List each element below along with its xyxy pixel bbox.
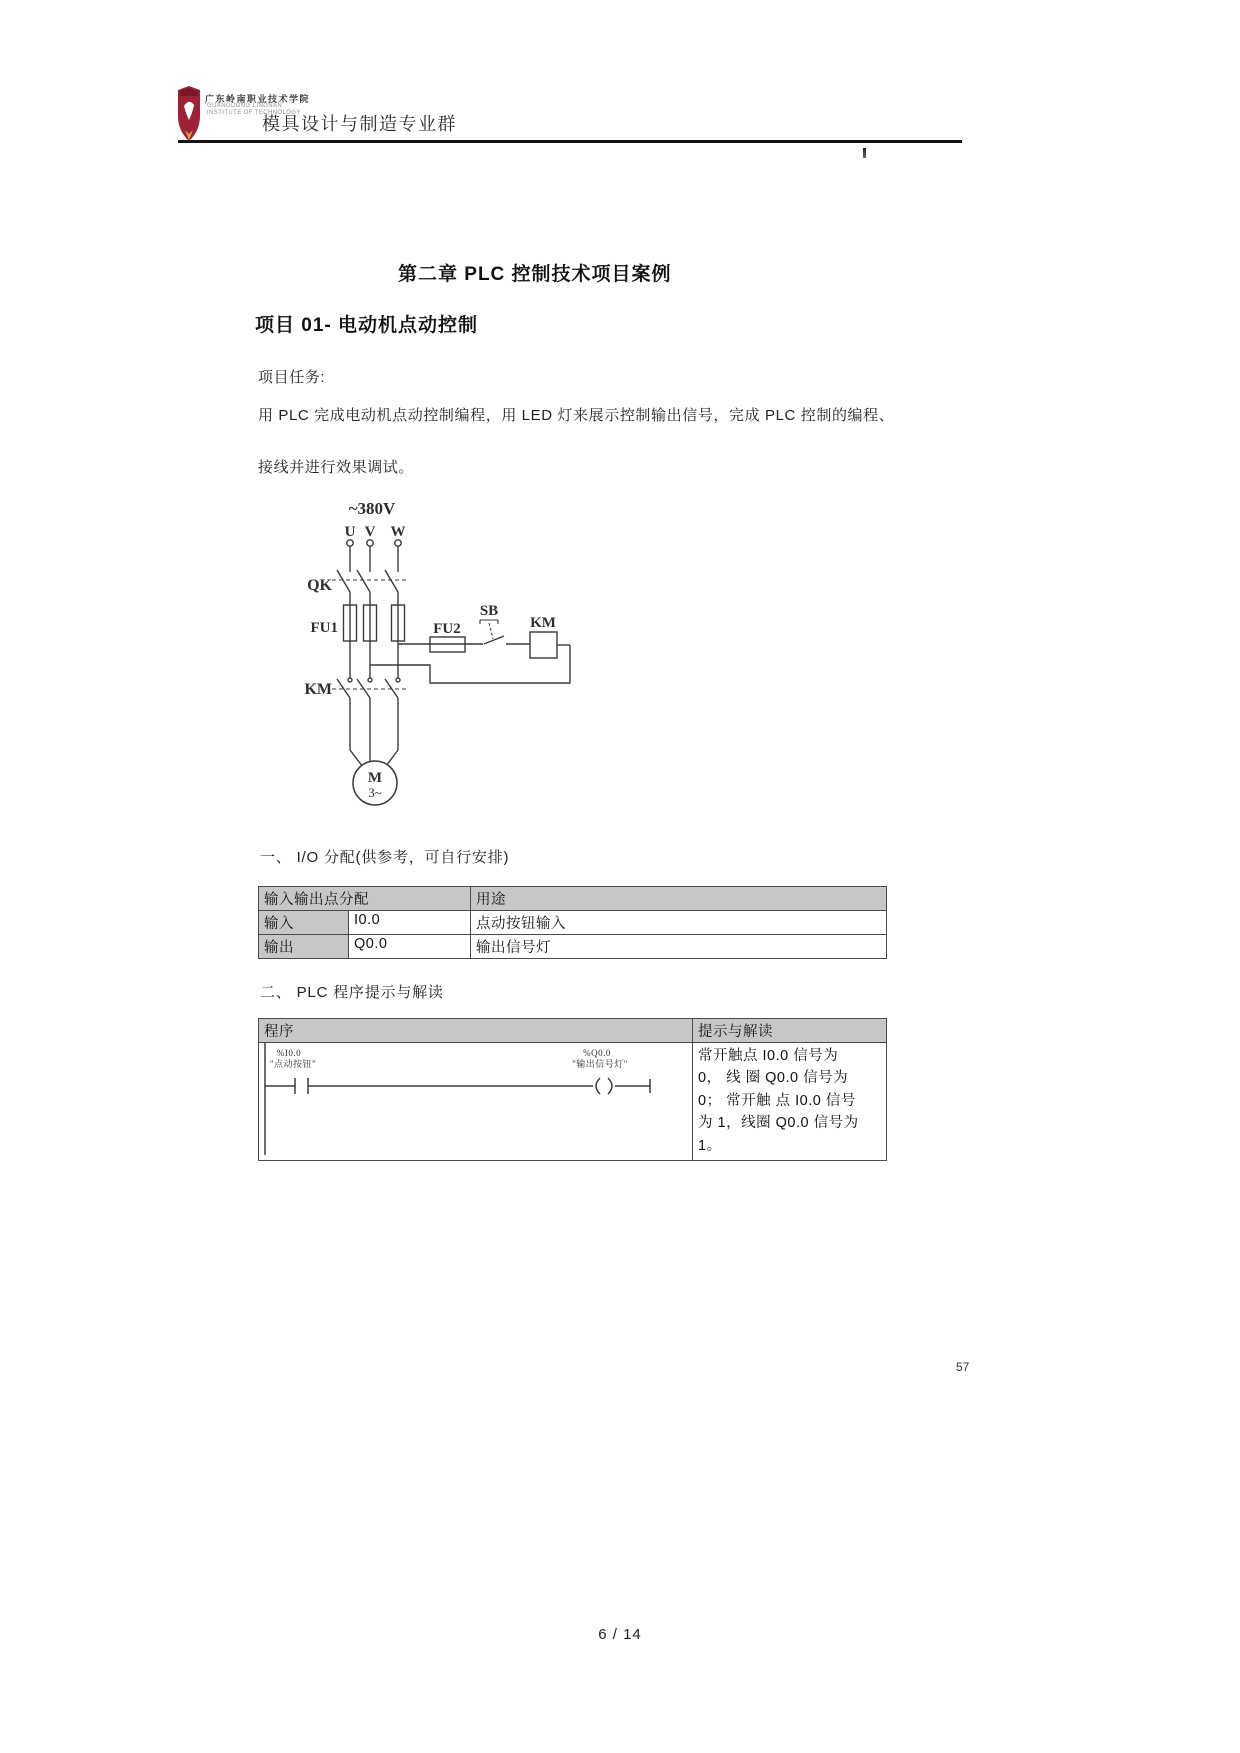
- school-name-en-2: INSTITUTE OF TECHNOLOGY: [207, 110, 301, 116]
- tip-line-5: 1。: [698, 1137, 722, 1154]
- table-row: [259, 935, 887, 959]
- contactor-contact-km-label: KM: [304, 681, 332, 698]
- voltage-label: ~380V: [348, 499, 396, 518]
- program-table-col-tips: 提示与解读: [693, 1019, 887, 1043]
- chapter-title: 第二章 PLC 控制技术项目案例: [398, 264, 672, 285]
- ladder-diagram: [259, 1043, 691, 1156]
- io-row-output-type: 输出: [259, 935, 349, 959]
- io-row-input-address: I0.0: [349, 911, 471, 935]
- tip-line-1: 常开触点 I0.0 信号为: [698, 1048, 839, 1064]
- school-name-cn: 广东岭南职业技术学院: [205, 94, 311, 104]
- tip-line-2: 0， 线 圈 Q0.0 信号为: [698, 1070, 849, 1087]
- school-logo-shield-icon: [178, 86, 200, 142]
- coil-address-label: %Q0.0: [583, 1048, 611, 1058]
- section2-heading: 二、 PLC 程序提示与解读: [260, 984, 444, 1001]
- contact-name-label: "点动按钮": [269, 1059, 317, 1069]
- program-table-header-row: [259, 1019, 887, 1043]
- phase-v-label: V: [364, 524, 376, 540]
- program-tips-table: [258, 1018, 887, 1161]
- program-table-body-row: [259, 1043, 887, 1161]
- tip-line-4: 为 1，线圈 Q0.0 信号为: [698, 1115, 859, 1132]
- side-page-number: 57: [956, 1360, 970, 1374]
- button-sb-label: SB: [479, 603, 499, 619]
- io-row-output-address: Q0.0: [349, 935, 471, 959]
- fuse1-label: FU1: [310, 620, 338, 636]
- io-row-input-type: 输入: [259, 911, 349, 935]
- table-row: [259, 911, 887, 935]
- task-label: 项目任务:: [258, 369, 326, 386]
- header-department-title: 模具设计与制造专业群: [262, 114, 457, 134]
- task-line-2: 接线并进行效果调试。: [258, 459, 415, 476]
- phase-w-label: W: [390, 524, 406, 540]
- contactor-coil-km-label: KM: [530, 615, 556, 631]
- contact-address-label: %I0.0: [276, 1048, 302, 1058]
- breaker-qk-label: QK: [307, 577, 332, 594]
- text-cursor-artifact: [863, 148, 866, 158]
- io-row-output-purpose: 输出信号灯: [471, 935, 887, 959]
- ladder-program-cell: [259, 1043, 693, 1161]
- section1-heading: 一、 I/O 分配(供参考，可自行安排): [260, 849, 510, 866]
- header-divider: [178, 140, 962, 143]
- io-table-header-row: [259, 887, 887, 911]
- task-line-1: 用 PLC 完成电动机点动控制编程，用 LED 灯来展示控制输出信号，完成 PLC 控制的编程、: [258, 407, 895, 424]
- io-table-col-assignment: 输入输出点分配: [259, 887, 471, 911]
- io-table-col-purpose: 用途: [471, 887, 887, 911]
- project-title: 项目 01- 电动机点动控制: [255, 315, 479, 336]
- coil-name-label: "输出信号灯": [572, 1059, 628, 1069]
- motor-jog-circuit-diagram: [288, 492, 588, 824]
- io-row-input-purpose: 点动按钮输入: [471, 911, 887, 935]
- program-table-col-program: 程序: [259, 1019, 693, 1043]
- motor-m-label: M: [367, 770, 383, 786]
- phase-u-label: U: [344, 524, 356, 540]
- tip-line-3: 0； 常开触 点 I0.0 信号: [698, 1092, 856, 1109]
- school-name-en-1: GUANGDONG LINGNAN: [207, 103, 283, 109]
- io-assignment-table: [258, 886, 887, 959]
- tips-explanation-cell: [693, 1043, 887, 1161]
- motor-3phase-label: 3~: [368, 785, 382, 800]
- fuse2-label: FU2: [433, 621, 461, 637]
- footer-page-indicator: 6 / 14: [598, 1626, 642, 1643]
